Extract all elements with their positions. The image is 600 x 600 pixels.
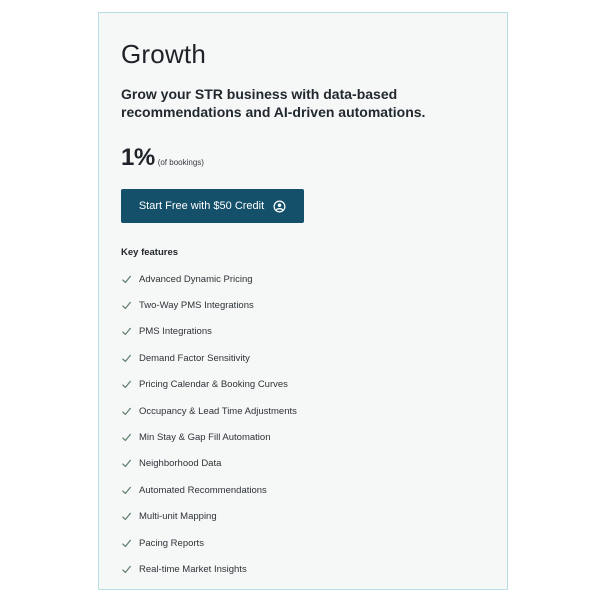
feature-label: Pacing Reports bbox=[139, 537, 204, 549]
price-note: (of bookings) bbox=[157, 158, 204, 167]
feature-label: PMS Integrations bbox=[139, 326, 212, 338]
feature-item bbox=[121, 319, 485, 345]
feature-item bbox=[121, 266, 485, 292]
user-circle-icon bbox=[273, 200, 286, 213]
feature-item bbox=[121, 372, 485, 398]
feature-item bbox=[121, 292, 485, 318]
feature-item bbox=[121, 530, 485, 556]
feature-item bbox=[121, 424, 485, 450]
feature-label: Real-time Market Insights bbox=[139, 563, 247, 575]
feature-label: Automated Recommendations bbox=[139, 484, 267, 496]
feature-item bbox=[121, 504, 485, 530]
check-icon bbox=[121, 406, 132, 417]
feature-label: Neighborhood Data bbox=[139, 458, 222, 470]
feature-label: Pricing Calendar & Booking Curves bbox=[139, 379, 288, 391]
check-icon bbox=[121, 511, 132, 522]
feature-label: Min Stay & Gap Fill Automation bbox=[139, 432, 271, 444]
feature-label: Two-Way PMS Integrations bbox=[139, 300, 254, 312]
feature-item bbox=[121, 556, 485, 582]
price-row bbox=[121, 141, 485, 171]
check-icon bbox=[121, 379, 132, 390]
check-icon bbox=[121, 353, 132, 364]
plan-subtitle: Grow your STR business with data-based recommendations and AI-driven automations. bbox=[121, 86, 426, 120]
features-list bbox=[121, 266, 485, 583]
features-heading: Key features bbox=[121, 247, 179, 258]
check-icon bbox=[121, 432, 132, 443]
feature-item bbox=[121, 345, 485, 371]
check-icon bbox=[121, 538, 132, 549]
check-icon bbox=[121, 458, 132, 469]
start-free-button-label: Start Free with $50 Credit bbox=[138, 200, 265, 212]
feature-label: Demand Factor Sensitivity bbox=[139, 352, 250, 364]
check-icon bbox=[121, 274, 132, 285]
pricing-card-growth bbox=[98, 12, 508, 590]
check-icon bbox=[121, 300, 132, 311]
feature-item bbox=[121, 451, 485, 477]
check-icon bbox=[121, 485, 132, 496]
start-free-button[interactable] bbox=[121, 189, 304, 223]
feature-label: Occupancy & Lead Time Adjustments bbox=[139, 405, 297, 417]
plan-title: Growth bbox=[121, 39, 207, 69]
feature-label: Advanced Dynamic Pricing bbox=[139, 273, 253, 285]
check-icon bbox=[121, 326, 132, 337]
feature-item bbox=[121, 477, 485, 503]
feature-label: Multi-unit Mapping bbox=[139, 511, 217, 523]
check-icon bbox=[121, 564, 132, 575]
plan-price: 1% bbox=[121, 144, 155, 171]
feature-item bbox=[121, 398, 485, 424]
